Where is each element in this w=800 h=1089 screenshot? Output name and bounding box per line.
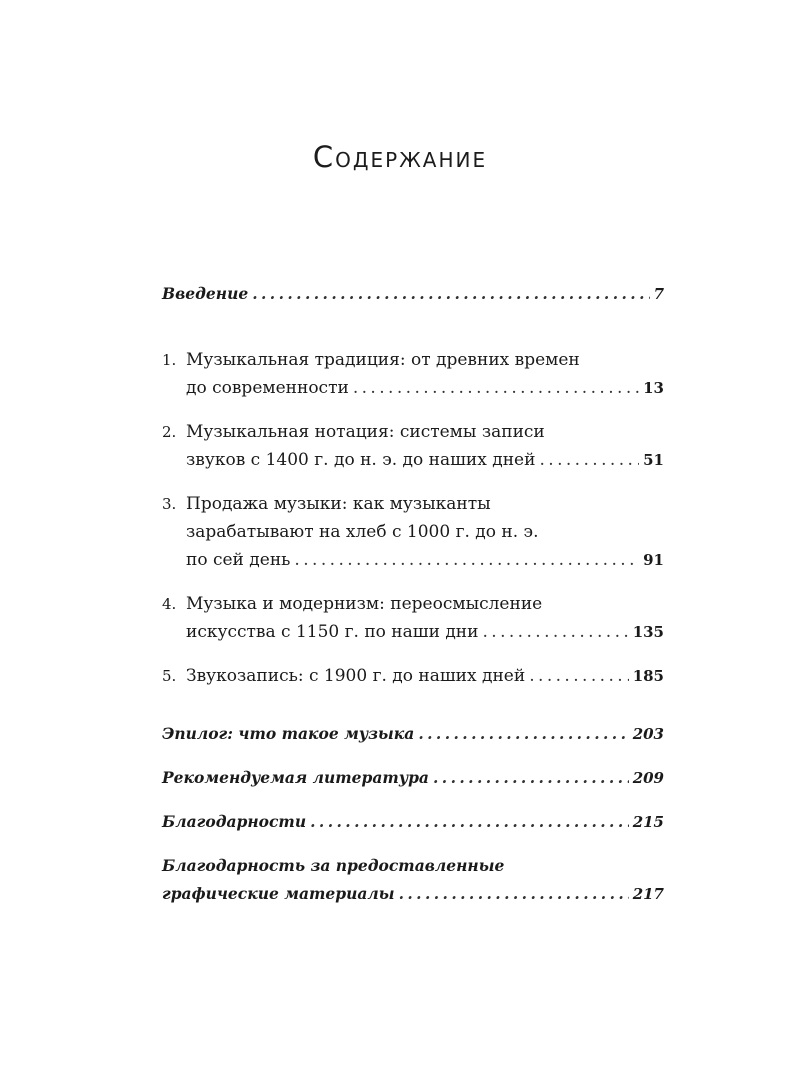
toc-entry-label: Музыка и модернизм: переосмысление [186, 594, 543, 614]
dot-leader [529, 662, 628, 690]
toc-entry-label: Благодарности [162, 812, 307, 831]
chapter-number: 5. [162, 667, 177, 685]
dot-leader [418, 720, 628, 748]
toc-page-number: 203 [632, 725, 664, 743]
toc-entry-label: Музыкальная традиция: от древних времен [186, 350, 580, 370]
toc-entry-acknowledgements[interactable] [162, 808, 664, 836]
toc-entry-chapter-2[interactable] [162, 418, 664, 474]
chapter-number: 1. [162, 351, 177, 369]
table-of-contents [162, 280, 664, 908]
chapter-number: 4. [162, 595, 177, 613]
dot-leader [310, 808, 629, 836]
page-title: Содержание [312, 140, 488, 174]
dot-leader [353, 374, 639, 402]
toc-entry-intro[interactable] [162, 280, 664, 308]
toc-entry-label-cont: до современности [186, 378, 349, 398]
toc-entry-image-credits[interactable] [162, 852, 664, 908]
dot-leader [433, 764, 629, 792]
toc-page-number: 185 [632, 667, 664, 685]
dot-leader [482, 618, 628, 646]
dot-leader [294, 546, 639, 574]
toc-entry-label-cont: по сей день [186, 550, 291, 570]
toc-entry-label: Эпилог: что такое музыка [162, 724, 415, 743]
toc-entry-label: Звукозапись: с 1900 г. до наших дней [186, 666, 526, 686]
toc-entry-label: Музыкальная нотация: системы записи [186, 422, 545, 442]
toc-entry-label-cont: зарабатывают на хлеб с 1000 г. до н. э. [186, 522, 539, 542]
toc-entry-recommended-reading[interactable] [162, 764, 664, 792]
dot-leader [399, 880, 629, 908]
toc-entry-epilogue[interactable] [162, 720, 664, 748]
toc-entry-label: Продажа музыки: как музыканты [186, 494, 491, 514]
toc-entry-label: Рекомендуемая литература [162, 768, 429, 787]
toc-entry-chapter-1[interactable] [162, 346, 664, 402]
dot-leader [252, 280, 649, 308]
toc-entry-label: Введение [162, 284, 249, 303]
toc-entry-chapter-4[interactable] [162, 590, 664, 646]
toc-entry-label: Благодарность за предоставленные [162, 856, 505, 875]
toc-page-number: 135 [632, 623, 664, 641]
toc-page-number: 51 [643, 451, 664, 469]
dot-leader [539, 446, 639, 474]
toc-page-number: 13 [643, 379, 664, 397]
toc-entry-chapter-5[interactable] [162, 662, 664, 690]
toc-entry-label-cont: искусства с 1150 г. по наши дни [186, 622, 479, 642]
toc-entry-label-cont: графические материалы [162, 884, 395, 903]
toc-entry-chapter-3[interactable] [162, 490, 664, 574]
toc-page-number: 215 [632, 813, 664, 831]
toc-page-number: 91 [643, 551, 664, 569]
toc-entry-label-cont: звуков с 1400 г. до н. э. до наших дней [186, 450, 536, 470]
chapter-number: 2. [162, 423, 177, 441]
chapter-number: 3. [162, 495, 177, 513]
toc-page-number: 209 [632, 769, 664, 787]
toc-page-number: 217 [632, 885, 664, 903]
toc-page-number: 7 [653, 285, 664, 303]
